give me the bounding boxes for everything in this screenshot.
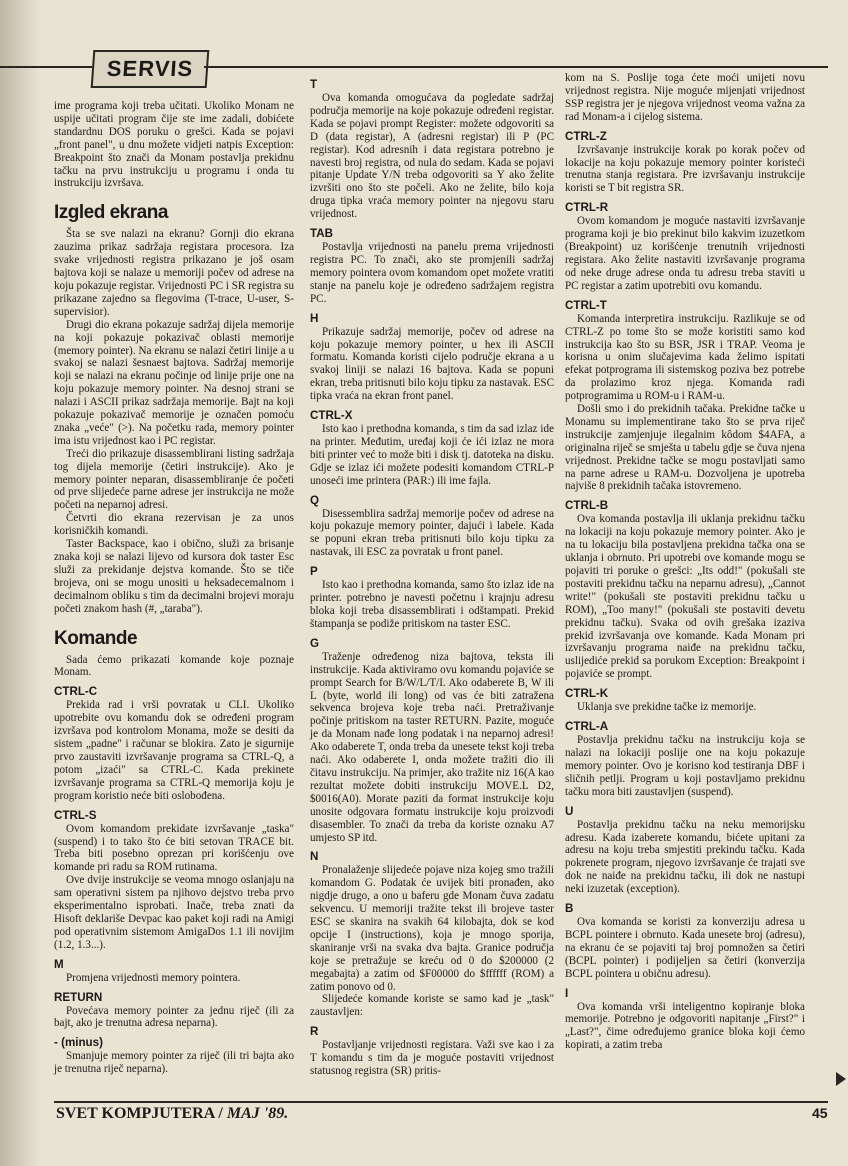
command-heading: CTRL-B [565,499,609,513]
body-paragraph: ime programa koji treba učitati. Ukoliko Monam ne uspije učitati program čije ste ime zadali, dobićete standardnu DOS poruku o grešci. Kada se pojavi „front panel", u dnu možete vidjeti natpis Exception: Breakpoint što znači da Monam postavlja prekidnu tačku na prvu instrukciju u programu i onda tu instrukciju izvršava. [54,100,294,190]
command-heading: N [310,850,319,864]
command-heading: CTRL-C [54,685,98,699]
page-edge-arrow-icon [836,1072,846,1086]
binding-shadow [0,0,40,1166]
body-paragraph: Povećava memory pointer za jednu riječ (ili za bajt, ako je trenutna adresa neparna). [54,1004,294,1030]
page-number: 45 [812,1105,828,1121]
footer-masthead [56,1105,288,1123]
body-paragraph: Postavlja prekidnu tačku na neku memorijsku adresu. Kada izaberete komandu, bićete upitani za adresu na koju treba smjestiti prekindu tačku. Kada pokrenete program, njegovo izvršavanje će trajati sve dok ne naiđe na prekidnu tačku, ili dok ne nastupi neki izuzetak (exception). [565,818,805,896]
command-heading: G [310,636,320,650]
command-heading: CTRL-X [310,409,353,423]
command-heading: - (minus) [54,1036,103,1050]
footer-rule [54,1101,828,1103]
body-paragraph: Drugi dio ekrana pokazuje sadržaj dijela memorije na koji pokazuje pokazivač oblasti memorije (memory pointer). Na ekranu se nalazi četiri linije a u svakoj se nalazi šesnaest bajtova. Sadržaj memorije koji se nalazi na ekranu počinje od linije prije one na koju pokazuje memory pointer. Na desnoj strani se nalazi i ASCII prikaz sadržaja memorije. Bajt na koji pokazuje pokazivač memorije je označen pomoću znaka „veće" (>). Na početku rada, memory pointer ima istu vrijednost kao i PC registar. [54,318,294,447]
body-paragraph: Ove dvije instrukcije se veoma mnogo oslanjaju na sam operativni sistem pa njihovo dejstvo treba prvo eksperimentalno isprobati. Inače, treba znati da Hisoft deklariše Devpac kao paket koji radi na Amigi pod operativnim sistemom AmigaDos 1.1 ili novijim (1.2, 1.3...). [54,874,294,951]
text-column-1 [54,100,294,1076]
body-paragraph: Ovom komandom je moguće nastaviti izvršavanje programa koji je bio prekinut bilo kakvim izuzetkom (Breakpoint) uz korišćenje trenutnih vrijednosti registara. Ako želite nastaviti izvršavanje programa od neke druge adrese onda tu adresu treba staviti u PC registar a zatim upotrebiti ovu komandu. [565,215,805,292]
command-heading: M [54,957,64,971]
body-paragraph: Ova komanda vrši inteligentno kopiranje bloka memorije. Potrebno je odgovoriti napitanje „First?" i „Last?", čime određujemo granice bloka koji ćemo kopirati, a zatim treba [565,1000,805,1052]
body-paragraph: Promjena vrijednosti memory pointera. [66,971,241,984]
command-heading: Q [310,493,320,507]
body-paragraph: Taster Backspace, kao i obično, služi za brisanje znaka koji se nalazi lijevo od kursora dok taster Esc služi za prekidanje dejstva komande. Što se tiče brojeva, oni se mogu unositi u heksadecemalnom i decimalnom obliku s tim da decimalni brojevi moraju početi znakom hash (#, „taraba"). [54,538,294,615]
body-paragraph: Uklanja sve prekidne tačke iz memorije. [577,701,757,714]
command-heading: T [310,78,318,91]
section-heading: Komande [54,627,138,649]
body-paragraph: Disessemblira sadržaj memorije počev od adrese na koju pokazuje memory pointer, dajući i labele. Kada se popuni ekran treba pritisnuti bilo koju tipku za nastavak, ili ESC za povratak u front panel. [310,507,554,559]
body-paragraph: Izvršavanje instrukcije korak po korak počev od lokacije na koju pokazuje memory pointer koristeći trenutna stanja registara. Pre izvršavanju instrukcije koristi se T bit registra SR. [565,143,805,195]
command-heading: R [310,1025,319,1039]
section-tab [91,50,210,88]
section-heading: Izgled ekrana [54,202,168,224]
body-paragraph: Došli smo i do prekidnih tačaka. Prekidne tačke u Monamu su implementirane tako što se prva riječ instrukcije zamjenjuje ilegalnim kôdom $4AFA, a originalna riječ se smješta u tabelu gdje se čuva njena vrijednost. Prekidne tačke se mogu postavljati samo na parne adrese u RAM-u. Dozvoljena je upotreba najviše 8 prekidnih tačaka istovremeno. [565,403,805,493]
body-paragraph: Ova komanda se koristi za konverziju adresa u BCPL pointere i obrnuto. Kada unesete broj (adresu), na ekranu će se pojaviti taj broj pomnožen sa četiri (BCPL pointer) i podijeljen sa četiri (konverzija BCPL pointera u običnu adresu). [565,916,805,980]
magazine-name: SVET KOMPJUTERA [56,1105,215,1122]
section-title: SERVIS [106,56,195,81]
body-paragraph: Treći dio prikazuje disassemblirani listing sadržaja tog dijela memorije (četiri instrukcije). Ako je memory pointer neparan, disassembliranje će početi od prve slijedeće parne adrese jer instrukcija ne može početi na neparnoj adresi. [54,447,294,512]
body-paragraph: Sada ćemo prikazati komande koje poznaje Monam. [54,653,294,679]
body-paragraph: Postavljanje vrijednosti registara. Važi sve kao i za T komandu s tim da je moguće postaviti vrijednost statusnog registra (SR) pritis- [310,1039,554,1078]
body-paragraph: Prekida rad i vrši povratak u CLI. Ukoliko upotrebite ovu komandu dok se određeni program izvršava pod kontrolom Monama, može se desiti da sistem „padne" i računar se blokira. Zato je sigurnije prvo zaustaviti izvršavanje programa sa CTRL-Q, a potom „izaći" sa CTRL-C. Kada prekinete izvršavanje programa sa CTRL-Q memorija koju je program koristio neće biti oslobođena. [54,699,294,802]
body-paragraph: Prikazuje sadržaj memorije, počev od adrese na koju pokazuje memory pointer, u hex ili ASCII formatu. Komanda koristi cijelo područje ekrana a u svakoj liniji se nalazi 16 bajtova. Kada se popuni ekran, treba pritisnuti bilo koju tipku za nastavak. ESC tipka vraća na ekran front panel. [310,325,554,403]
text-column-2 [310,72,554,1078]
command-heading: P [310,565,318,579]
body-paragraph: Postavlja prekidnu tačku na instrukciju koja se nalazi na lokaciji poslije one na koju pokazuje memory pointer. Ovo je korisno kod testiranja DBF i sličnih petlji. Program u koji postavljamo prekidnu tačku mora biti zaustavljen (suspend). [565,734,805,798]
body-paragraph: kom na S. Poslije toga ćete moći unijeti novu vrijednost registra. Nije moguće mijenjati vrijednost SSP registra jer je njegova vrijednost veoma važna za rad Monam-a i cijelog sistema. [565,72,805,123]
command-heading: CTRL-K [565,687,609,701]
text-column-3 [565,72,805,1052]
command-heading: B [565,902,574,916]
command-heading: H [310,311,319,325]
body-paragraph: Isto kao i prethodna komanda, samo što izlaz ide na printer. potrebno je navesti početnu i krajnju adresu bloka koji treba disassemblirati i odštampati. Prekid štampanja se podiže pritiskom na taster ESC. [310,579,554,630]
body-paragraph: Ova komanda postavlja ili uklanja prekidnu tačku na lokaciji na koju pokazuje memory pointer. Ako je na tu lokaciju bila postavljena prekidna tačka ona se uklanja i obrnuto. Pri upotrebi ove komande mogu se pojaviti tri poruke o grešci: „Its odd!" (pokušali ste postaviti prekidnu tačku na neparnu adresu), „Cannot write!" (pokušali ste postaviti prekidnu tačku u ROM), „Too many!" (pokušali ste postaviti devetu prekidnu tačku). Svaka od ovih grešaka izaziva prekid izvršavanja ove komande. Kada Monam pri izvršavanju programa naiđe na prekidnu tačku, uslijediće prekid sa porukom Exception: Breakpoint i pojaviće se prompt. [565,513,805,681]
command-heading: CTRL-S [54,808,97,822]
header-rule-left [0,66,92,68]
body-paragraph: Pronalaženje slijedeće pojave niza kojeg smo tražili komandom G. Podatak će uvijek biti pronađen, ako nigdje drugo, a ono u baferu gde Monam čuva zadatu sekvencu. U memoriji tražite tekst ili brojeve taster ESC se skanira na svakih 64 kilobajta, dok se kod opcije I (instructions), koja je mnogo sporija, skaniranje vrši na svaka dva bajta. Granice područja koje se pretražuje se kreću od 0 do $200000 (2 megabajta) a zatim od $F00000 do $ffffff (ROM) a zatim ponovo od 0. [310,864,554,993]
header-rule [204,66,828,68]
command-heading: CTRL-T [565,298,607,312]
body-paragraph: Ovom komandom prekidate izvršavanje „taska" (suspend) i to tako što će biti setovan TRACE bit. Treba biti posebno oprezan pri korišćenju ove komande pri radu sa ROM rutinama. [54,822,294,874]
body-paragraph: Četvrti dio ekrana rezervisan je za unos korisničkih komandi. [54,512,294,538]
body-paragraph: Ova komanda omogućava da pogledate sadržaj područja memorije na koje pokazuje određeni registar. Kada se pojavi prompt Register: možete odgovoriti sa D (data registar), A (adresni registar) ili P (PC registar). Kod adresnih i data registara potrebno je navesti broj registra, od nula do sedam. Kada se pojavi pitanje Update Y/N treba odgovoriti sa Y ako želite izvršiti ono što ste počeli. Ako ne želite, bilo koja druga tipka vraća memory pointer na njegovu staru vrijednost. [310,92,554,221]
body-paragraph: Postavlja vrijednosti na panelu prema vrijednosti registra PC. To znači, ako ste promjenili sadržaj memory pointera ovom komandom opet možete vratiti stanje na panelu koje je određeno sadržajem registra PC. [310,241,554,305]
command-heading: CTRL-R [565,201,609,215]
command-heading: U [565,804,574,818]
body-paragraph: Komanda interpretira instrukciju. Razlikuje se od CTRL-Z po tome što se može koristiti samo kod instrukcija kao što su BSR, JSR i TRAP. Veoma je korisna u onim slučajevima kada želimo ispitati efekat potprograma ili sistemskog poziva bez potrebe da prolazimo kroz njega. Komanda radi potprogramima u ROM-u i RAM-u. [565,312,805,403]
issue-date: MAJ '89. [226,1105,289,1122]
body-paragraph: Isto kao i prethodna komanda, s tim da sad izlaz ide na printer. Međutim, uređaj koji će ići izlaz ne mora biti printer već to može biti i disk tj. datoteka na disku. Gdje se izlaz ići možete podesiti komandom CTRL-P unoseći ime printera (PAR:) ili ime fajla. [310,423,554,487]
command-heading: CTRL-Z [565,129,607,143]
command-heading: RETURN [54,990,103,1004]
command-heading: CTRL-A [565,720,609,734]
body-paragraph: Slijedeće komande koriste se samo kad je „task" zaustavljen: [310,993,554,1019]
body-paragraph: Traženje određenog niza bajtova, teksta ili instrukcije. Kada aktiviramo ovu komandu pojaviće se prompt Search for B/W/L/T/I. Ako odaberete B, W ili L (byte, world ili long) od vas će biti zatražena sekvenca brojeva koje treba naći. Pretraživanje počinje pritiskom na taster RETURN. Pazite, moguće je da Monam nađe long podatak i na neparnoj adresi! Ako odaberete T, onda treba da unesete tekst koji treba naći. Ako odaberete I, onda možete tražiti dio ili čitavu instrukciju. Na primjer, ako tražite niz 16(A kao rezultat možete dobiti instrukciju MOVE.L D2, $0016(A0). Morate paziti da format instrukcije koju unosite odgovara formatu instrukcije koju proizvodi disasembler. To znači da treba da koriste oznaku A7 umjesto SP itd. [310,650,554,844]
command-heading: TAB [310,227,333,241]
footer-separator: / [218,1105,227,1122]
command-heading: I [565,986,569,1000]
body-paragraph: Smanjuje memory pointer za riječ (ili tri bajta ako je trenutna riječ neparna). [54,1050,294,1076]
body-paragraph: Šta se sve nalazi na ekranu? Gornji dio ekrana zauzima prikaz sadržaja registara procesora. Iza svake vrijednosti registra prikazano je još osam bajtova koji se nalaze u memoriji počev od adrese na koju pokazuje registar. Vrijednosti PC i SR registra su prikazane zajedno sa flegovima (T-trace, U-user, S-supervisior). [54,228,294,318]
